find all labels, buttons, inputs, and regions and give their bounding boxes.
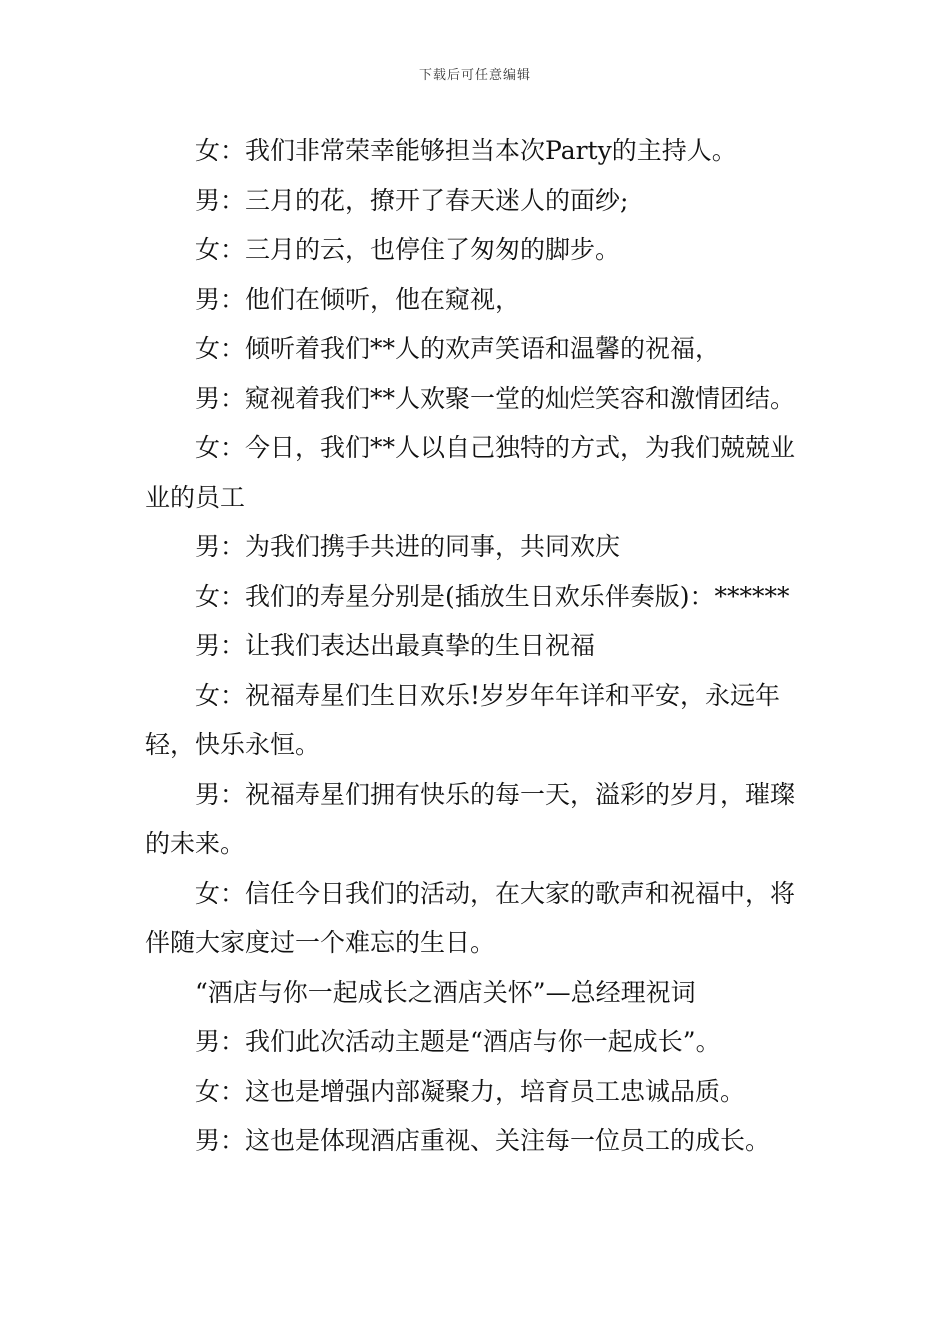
paragraph: 女：我们非常荣幸能够担当本次Party的主持人。 — [195, 136, 737, 165]
paragraph: 女：倾听着我们**人的欢声笑语和温馨的祝福， — [195, 334, 721, 363]
paragraph: 男：他们在倾听，他在窥视， — [195, 284, 521, 314]
paragraph: 女：这也是增强内部凝聚力，培育员工忠诚品质。 — [195, 1076, 746, 1106]
paragraph: 女：信任今日我们的活动，在大家的歌声和祝福中，将伴随大家度过一个难忘的生日。 — [145, 878, 796, 957]
section-heading: “酒店与你一起成长之酒店关怀”—总经理祝词 — [195, 977, 696, 1007]
paragraph: 男：祝福寿星们拥有快乐的每一天，溢彩的岁月，璀璨的未来。 — [145, 779, 796, 858]
paragraph: 男：这也是体现酒店重视、关注每一位员工的成长。 — [195, 1126, 771, 1155]
paragraph: 女：三月的云，也停住了匆匆的脚步。 — [195, 235, 621, 264]
paragraph: 男：让我们表达出最真挚的生日祝福 — [195, 631, 596, 660]
paragraph: 男：窥视着我们**人欢聚一堂的灿烂笑容和激情团结。 — [195, 383, 796, 413]
paragraph: 男：三月的花，撩开了春天迷人的面纱; — [195, 185, 629, 215]
page-header-note: 下载后可任意编辑 — [418, 68, 531, 83]
paragraph: 女：我们的寿星分别是(插放生日欢乐伴奏版)：****** — [195, 581, 790, 611]
paragraph: 女：今日，我们**人以自己独特的方式，为我们兢兢业业的员工 — [145, 433, 796, 512]
paragraph: 女：祝福寿星们生日欢乐!岁岁年年详和平安，永远年轻，快乐永恒。 — [145, 680, 781, 759]
document-body — [145, 126, 807, 1166]
paragraph: 男：为我们携手共进的同事，共同欢庆 — [195, 532, 621, 561]
paragraph: 男：我们此次活动主题是“酒店与你一起成长”。 — [195, 1027, 721, 1056]
